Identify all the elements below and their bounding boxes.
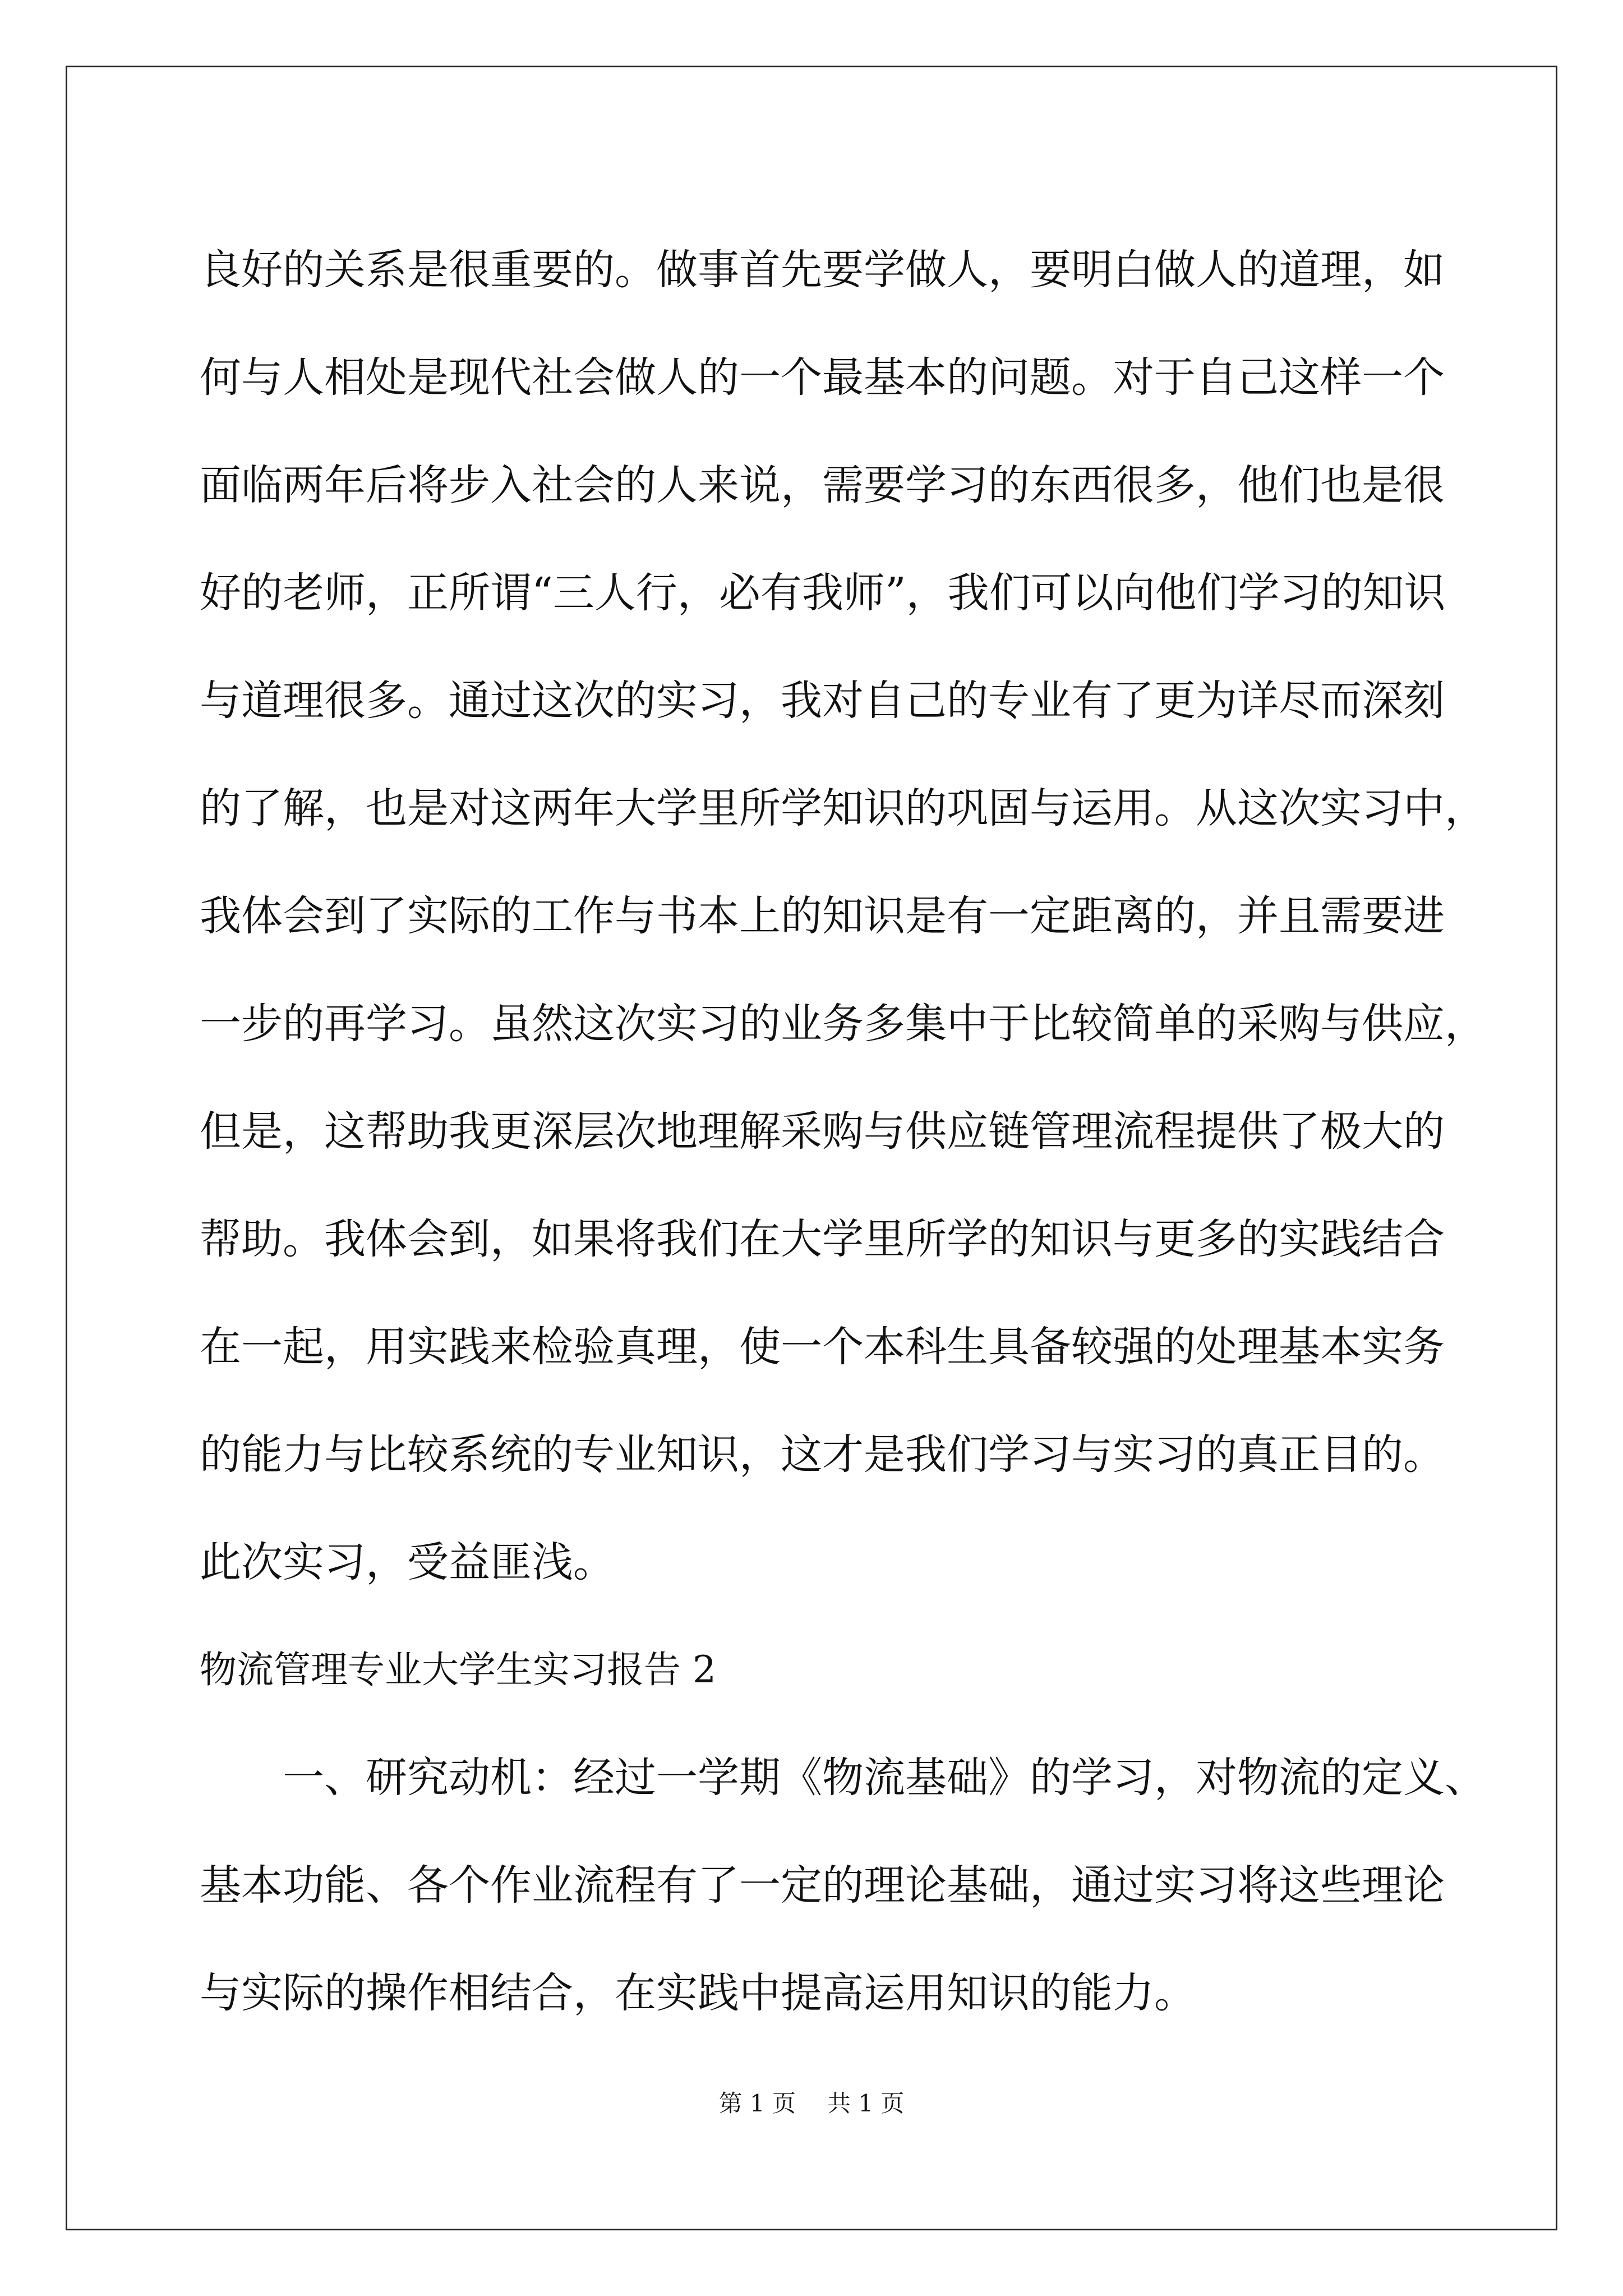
paragraph-line: 良好的关系是很重要的。做事首先要学做人，要明白做人的道理，如 — [200, 246, 1445, 294]
paragraph-line: 的能力与比较系统的专业知识，这才是我们学习与实习的真正目的。 — [200, 1430, 1445, 1479]
paragraph-line: 但是，这帮助我更深层次地理解采购与供应链管理流程提供了极大的 — [200, 1107, 1445, 1156]
section-paragraph-line: 一、研究动机：经过一学期《物流基础》的学习，对物流的定义、 — [283, 1754, 1486, 1802]
paragraph-line: 面临两年后将步入社会的人来说，需要学习的东西很多，他们也是很 — [200, 461, 1445, 509]
page-count: 共 1 页 — [827, 2090, 905, 2117]
paragraph-line: 一步的再学习。虽然这次实习的业务多集中于比较简单的采购与供应， — [200, 1000, 1486, 1048]
paragraph-line: 我体会到了实际的工作与书本上的知识是有一定距离的，并且需要进 — [200, 892, 1445, 940]
paragraph-line: 的了解，也是对这两年大学里所学知识的巩固与运用。从这次实习中， — [200, 784, 1486, 832]
paragraph-line: 与道理很多。通过这次的实习，我对自己的专业有了更为详尽而深刻 — [200, 677, 1445, 725]
page-number: 第 1 页 — [718, 2090, 796, 2117]
paragraph-line: 帮助。我体会到，如果将我们在大学里所学的知识与更多的实践结合 — [200, 1215, 1445, 1263]
document-body — [200, 216, 1486, 2047]
paragraph-line: 此次实习，受益匪浅。 — [200, 1538, 615, 1586]
paragraph-line: 何与人相处是现代社会做人的一个最基本的问题。对于自己这样一个 — [200, 353, 1445, 402]
section-title: 物流管理专业大学生实习报告 2 — [200, 1648, 716, 1691]
section-paragraph-line: 基本功能、各个作业流程有了一定的理论基础，通过实习将这些理论 — [200, 1861, 1445, 1910]
paragraph-line: 好的老师，正所谓“三人行，必有我师”，我们可以向他们学习的知识 — [200, 569, 1446, 617]
page-footer — [0, 2087, 1623, 2120]
paragraph-line: 在一起，用实践来检验真理，使一个本科生具备较强的处理基本实务 — [200, 1323, 1445, 1371]
section-paragraph-line: 与实际的操作相结合，在实践中提高运用知识的能力。 — [200, 1969, 1196, 2017]
